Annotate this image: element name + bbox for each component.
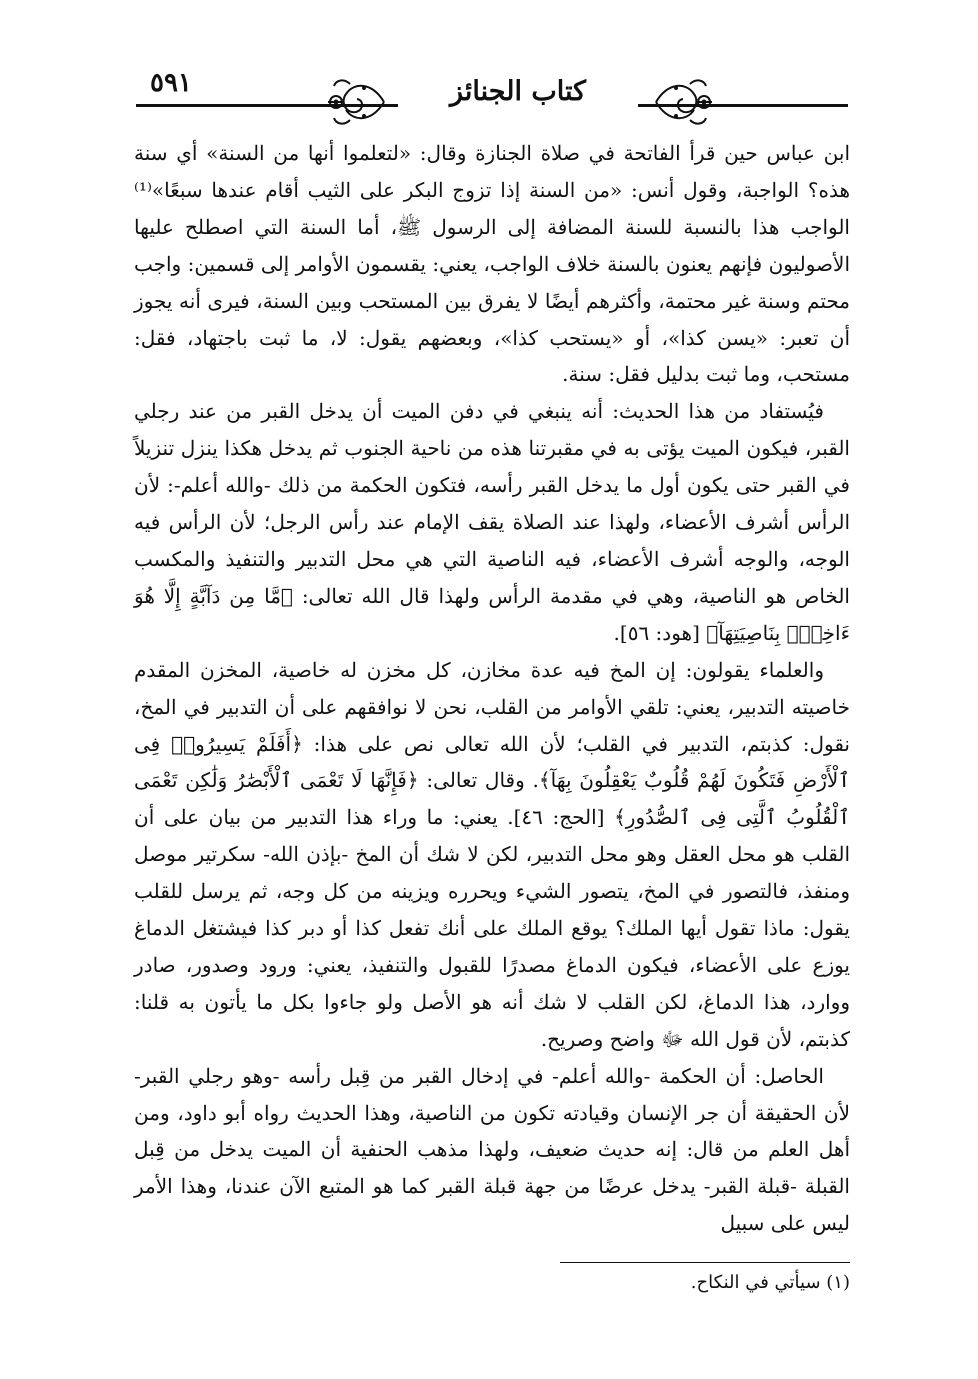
ornament-right-icon — [652, 74, 716, 130]
paragraph-4: الحاصل: أن الحكمة -والله أعلم- في إدخال القبر من قِبل رأسه -وهو رجلي القبر- لأن الحقيقة أن جر الإنسان وقيادته تكون من الناصية، وهذا الحديث رواه أبو داود، ومن أهل العلم من قال: إنه حديث ضعيف، ولهذا مذهب الحنفية أن الميت يدخل من قِبل القبلة -قبلة القبر- يدخل عرضًا من جهة قبلة القبر كما هو المتبع الآن عندنا، وهذا الأمر ليس على سبيل — [134, 1063, 850, 1236]
body-text — [134, 135, 850, 1242]
paragraph-1: ابن عباس حين قرأ الفاتحة في صلاة الجنازة وقال: «لتعلموا أنها من السنة» أي سنة هذه؟ الواجبة، وقول أنس: «من السنة إذا تزوج البكر على الثيب أقام عندها سبعًا»⁽¹⁾ الواجب هذا بالنسبة للسنة المضافة إلى الرسول ﷺ، أما السنة التي اصطلح عليها الأصوليون فإنهم يعنون بالسنة خلاف الواجب، يعني: يقسمون الأوامر إلى قسمين: واجب محتم وسنة غير محتمة، وأكثرهم أيضًا لا يفرق بين المستحب وبين السنة، فيرى أنه يجوز أن تعبر: «يسن كذا»، أو «يستحب كذا»، وبعضهم يقول: لا، ما ثبت باجتهاد، فقل: مستحب، وما ثبت بدليل فقل: سنة. — [134, 141, 850, 387]
ornament-left-icon — [324, 74, 388, 130]
page-number: ٥٩١ — [142, 68, 200, 98]
paragraph-2: فيُستفاد من هذا الحديث: أنه ينبغي في دفن الميت أن يدخل القبر من عند رجلي القبر، فيكون الميت يؤتى به في مقبرتنا هذه من ناحية الجنوب ثم يدخل هكذا ينزل تنزيلاً في القبر حتى يكون أول ما يدخل القبر رأسه، فتكون الحكمة من ذلك -والله أعلم-: لأن الرأس أشرف الأعضاء، ولهذا عند الصلاة يقف الإمام عند رأس الرجل؛ لأن الرأس فيه الوجه، والوجه أشرف الأعضاء، فيه الناصية التي هي محل التدبير والتنفيذ والمكسب الخاص هو الناصية، وهي في مقدمة الرأس ولهذا قال الله تعالى: ﴿مَّا مِن دَآبَّةٍ إِلَّا هُوَ ءَاخِذٌۢ بِنَاصِيَتِهَآ﴾ [هود: ٥٦]. — [134, 399, 850, 645]
footnote-rule — [560, 1262, 850, 1263]
page-header — [136, 66, 848, 130]
paragraph-3: والعلماء يقولون: إن المخ فيه عدة مخازن، كل مخزن له خاصية، المخزن المقدم خاصيته التدبير، يعني: تلقي الأوامر من القلب، نحن لا نوافقهم على أن التدبير في المخ، نقول: كذبتم، التدبير في القلب؛ لأن الله تعالى نص على هذا: ﴿أَفَلَمْ يَسِيرُوا۟ فِى ٱلْأَرْضِ فَتَكُونَ لَهُمْ قُلُوبٌ يَعْقِلُونَ بِهَآ﴾. وقال تعالى: ﴿فَإِنَّهَا لَا تَعْمَى ٱلْأَبْصَٰرُ وَلَٰكِن تَعْمَى ٱلْقُلُوبُ ٱلَّتِى فِى ٱلصُّدُورِ﴾ [الحج: ٤٦]. يعني: ما وراء هذا التدبير من بيان على أن القلب هو محل العقل وهو محل التدبير، لكن لا شك أن المخ -بإذن الله- سكرتير موصل ومنفذ، فالتصور في المخ، يتصور الشيء ويحرره ويزينه من كل وجه، ثم يرسل للقلب يقول: ماذا تقول أيها الملك؟ يوقع الملك على أنك تفعل كذا أو دبر كذا فيشتغل الدماغ يوزع على الأعضاء، فيكون الدماغ مصدرًا للقبول والتنفيذ، يعني: ورود وصدور، صادر ووارد، هذا الدماغ، لكن القلب لا شك أنه هو الأصل ولو جاءوا بكل ما يأتون به قلنا: كذبتم، لأن قول الله ﷻ واضح وصريح. — [134, 657, 850, 1051]
footnote: (١) سيأتي في النكاح. — [690, 1272, 850, 1293]
book-title: كتاب الجنائز — [398, 76, 638, 107]
